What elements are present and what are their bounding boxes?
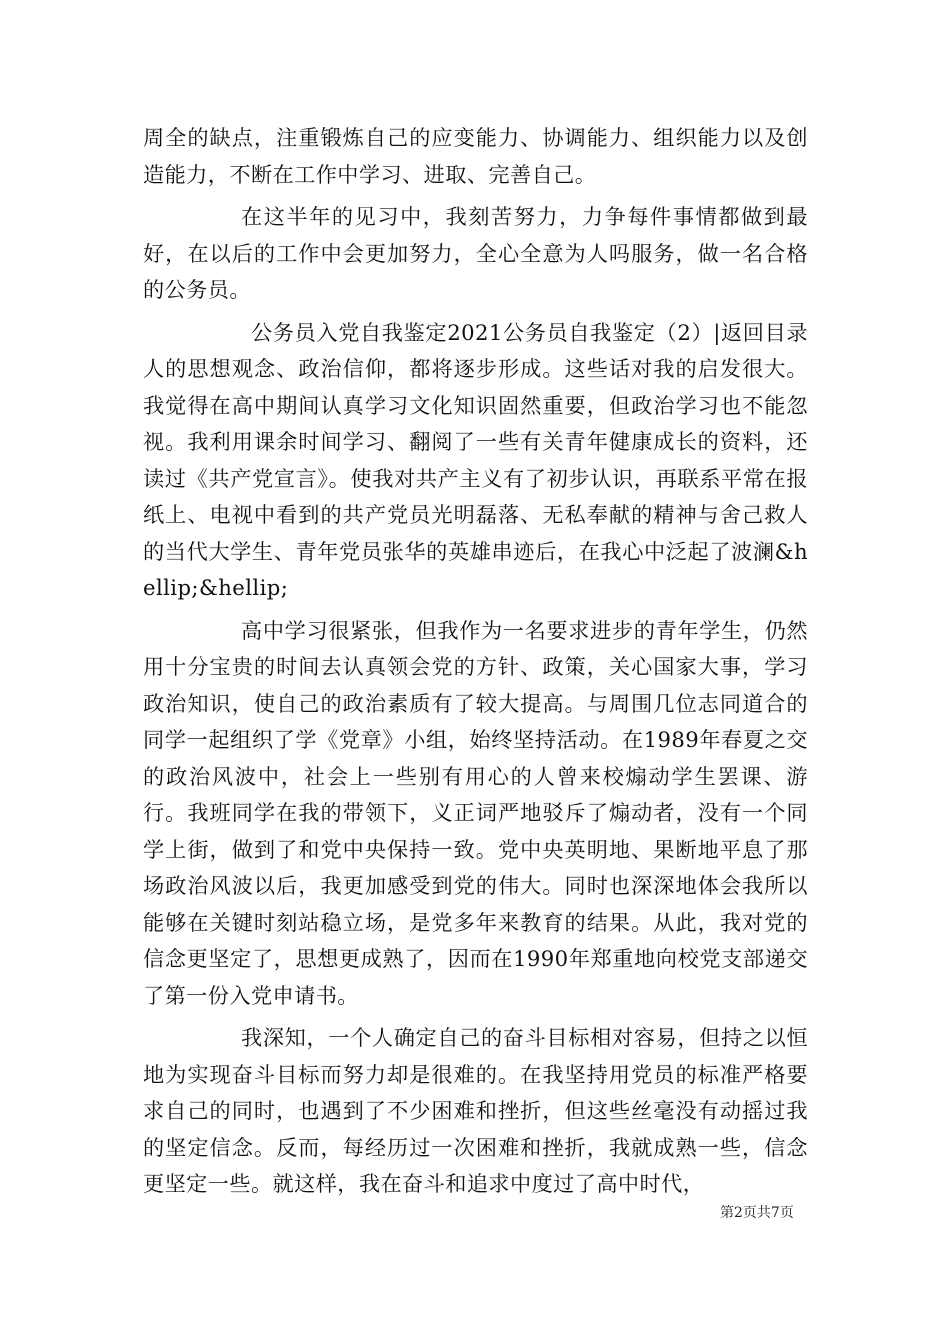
paragraph-4: 高中学习很紧张，但我作为一名要求进步的青年学生，仍然用十分宝贵的时间去认真领会党的方针、政策，关心国家大事，学习政治知识，使自己的政治素质有了较大提高。与周围几位志同道合的同学一起组织了学《党章》小组，始终坚持活动。在1989年春夏之交的政治风波中，社会上一些别有用心的人曾来校煽动学生罢课、游行。我班同学在我的带领下，义正词严地驳斥了煽动者，没有一个同学上街，做到了和党中央保持一致。党中央英明地、果断地平息了那场政治风波以后，我更加感受到党的伟大。同时也深深地体会我所以能够在关键时刻站稳立场，是党多年来教育的结果。从此，我对党的信念更坚定了，思想更成熟了，因而在1990年郑重地向校党支部递交了第一份入党申请书。 — [143, 617, 808, 1008]
paragraph-1: 周全的缺点，注重锻炼自己的应变能力、协调能力、组织能力以及创造能力，不断在工作中学习、进取、完善自己。 — [143, 125, 808, 187]
paragraph-3: 公务员入党自我鉴定2021公务员自我鉴定（2）|返回目录人的思想观念、政治信仰，都将逐步形成。这些话对我的启发很大。我觉得在高中期间认真学习文化知识固然重要，但政治学习也不能忽视。我利用课余时间学习、翻阅了一些有关青年健康成长的资料，还读过《共产党宣言》。使我对共产主义有了初步认识，再联系平常在报纸上、电视中看到的共产党员光明磊落、无私奉献的精神与舍己救人的当代大学生、青年党员张华的英雄串迹后，在我心中泛起了波澜&hellip;&hellip; — [143, 319, 808, 600]
document-body — [143, 120, 808, 1209]
paragraph-5: 我深知，一个人确定自己的奋斗目标相对容易，但持之以恒地为实现奋斗目标而努力却是很难的。在我坚持用党员的标准严格要求自己的同时，也遇到了不少困难和挫折，但这些丝毫没有动摇过我的坚定信念。反而，每经历过一次困难和挫折，我就成熟一些，信念更坚定一些。就这样，我在奋斗和追求中度过了高中时代， — [143, 1025, 808, 1196]
paragraph-2: 在这半年的见习中，我刻苦努力，力争每件事情都做到最好，在以后的工作中会更加努力，全心全意为人吗服务，做一名合格的公务员。 — [143, 204, 808, 302]
page-number-footer: 第2页共7页 — [720, 1205, 794, 1221]
